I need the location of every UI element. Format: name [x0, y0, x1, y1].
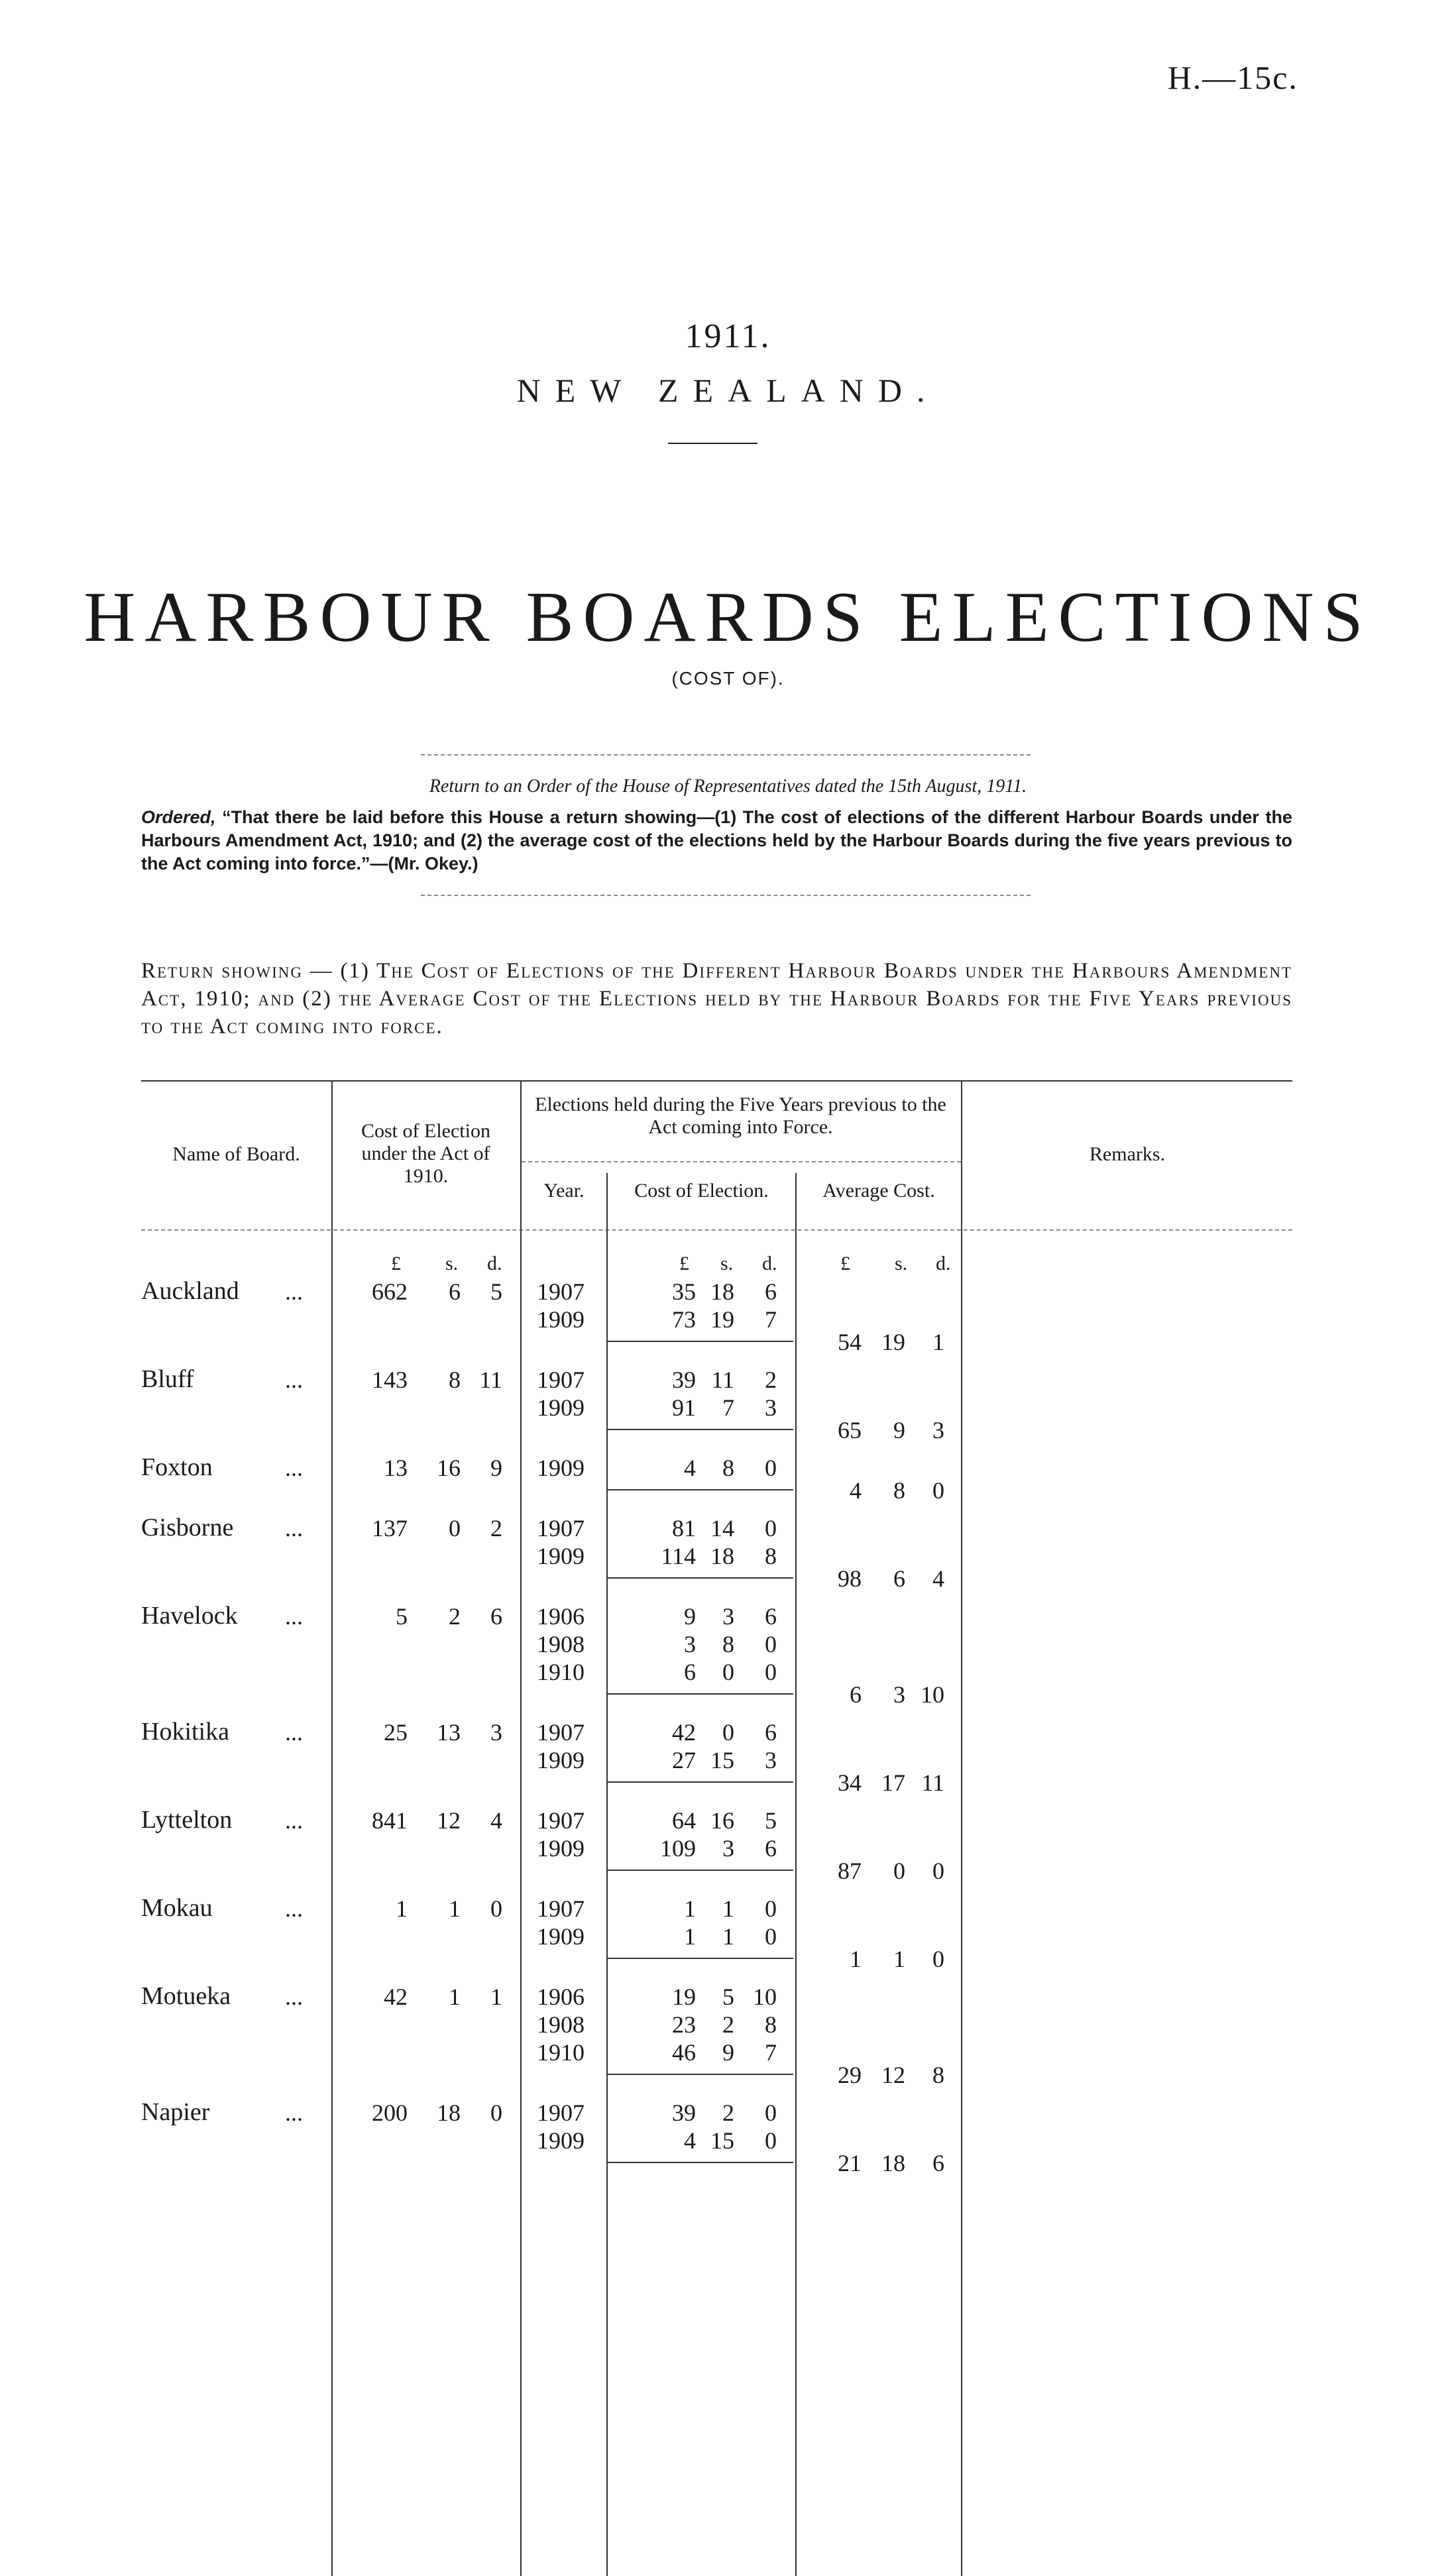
election-cost-value: 1 — [722, 1923, 734, 1950]
average-cost-value: 6 — [850, 1681, 862, 1708]
election-cost-value: 35 — [672, 1278, 696, 1305]
leader-dots: ... — [285, 1278, 303, 1305]
election-cost-value: 46 — [672, 2039, 696, 2066]
board-name: Napier — [141, 2098, 210, 2126]
five-years-subheader-rule — [522, 1161, 961, 1162]
election-year: 1907 — [537, 1515, 585, 1541]
cost-1910-value: 1 — [449, 1984, 461, 2010]
cost-1910-value: 841 — [372, 1807, 408, 1834]
election-year: 1906 — [537, 1603, 585, 1630]
average-cost-value: 29 — [838, 2062, 862, 2088]
col-divider-average — [961, 1082, 962, 2576]
average-cost-value: 10 — [921, 1681, 944, 1708]
board-name: Gisborne — [141, 1514, 234, 1541]
leader-dots: ... — [285, 1603, 303, 1630]
average-cost-value: 6 — [893, 1565, 905, 1592]
leader-dots: ... — [285, 1455, 303, 1481]
election-cost-value: 6 — [765, 1835, 777, 1862]
cost-1910-value: 1 — [449, 1895, 461, 1922]
unit-pence: d. — [936, 1253, 951, 1274]
election-cost-value: 0 — [765, 2127, 777, 2154]
cost-1910-value: 13 — [437, 1719, 461, 1746]
average-cost-value: 19 — [881, 1329, 905, 1355]
election-cost-value: 4 — [684, 1455, 696, 1481]
election-cost-value: 18 — [710, 1278, 734, 1305]
leader-dots: ... — [285, 2100, 303, 2126]
election-cost-value: 91 — [672, 1394, 696, 1421]
election-cost-value: 27 — [672, 1747, 696, 1773]
election-year: 1907 — [537, 1807, 585, 1834]
average-cost-value: 34 — [838, 1769, 862, 1796]
election-cost-value: 2 — [722, 2011, 734, 2038]
election-cost-value: 23 — [672, 2011, 696, 2038]
election-year: 1909 — [537, 1835, 585, 1862]
board-name: Auckland — [141, 1277, 239, 1305]
election-cost-value: 0 — [765, 1923, 777, 1950]
col-divider-year — [606, 1173, 608, 2576]
election-year: 1908 — [537, 1631, 585, 1657]
average-cost-value: 8 — [932, 2062, 944, 2088]
board-name: Bluff — [141, 1365, 194, 1393]
table-header-rule — [141, 1229, 1292, 1231]
election-cost-value: 9 — [684, 1603, 696, 1630]
election-year: 1908 — [537, 2011, 585, 2038]
col-divider-cost — [795, 1173, 797, 2576]
average-cost-value: 65 — [838, 1417, 862, 1443]
leader-dots: ... — [285, 1719, 303, 1746]
header-five-years: Elections held during the Five Years previous to the Act coming into Force. — [535, 1093, 946, 1138]
average-cost-value: 3 — [932, 1417, 944, 1443]
table-top-rule — [141, 1080, 1292, 1082]
cost-1910-value: 0 — [449, 1515, 461, 1541]
election-cost-value: 1 — [684, 1923, 696, 1950]
election-cost-value: 8 — [765, 2011, 777, 2038]
cost-1910-value: 5 — [490, 1278, 502, 1305]
election-cost-value: 8 — [722, 1455, 734, 1481]
group-total-rule — [608, 2074, 793, 2075]
cost-1910-value: 662 — [372, 1278, 408, 1305]
cost-1910-value: 200 — [372, 2100, 408, 2126]
election-year: 1909 — [537, 1306, 585, 1333]
election-cost-value: 15 — [710, 1747, 734, 1773]
average-cost-value: 98 — [838, 1565, 862, 1592]
cost-1910-value: 6 — [449, 1278, 461, 1305]
group-total-rule — [608, 1958, 793, 1959]
cost-1910-value: 16 — [437, 1455, 461, 1481]
election-cost-value: 6 — [765, 1603, 777, 1630]
average-cost-value: 8 — [893, 1477, 905, 1504]
cost-1910-value: 0 — [490, 1895, 502, 1922]
election-cost-value: 4 — [684, 2127, 696, 2154]
cost-1910-value: 4 — [490, 1807, 502, 1834]
cost-1910-value: 3 — [490, 1719, 502, 1746]
order-divider-bottom — [421, 895, 1031, 896]
return-heading: Return showing — (1) The Cost of Elections of the Different Harbour Boards under the Harbours Amendment Act, 1910; and (2) the Average Cost of the Elections held by the Harbour Boards for the Five Years previous to the Act coming into force. — [141, 959, 1292, 1038]
board-name: Motueka — [141, 1982, 231, 2010]
election-cost-value: 0 — [722, 1719, 734, 1746]
unit-shillings: s. — [895, 1253, 908, 1274]
election-cost-value: 0 — [765, 1455, 777, 1481]
election-cost-value: 6 — [765, 1719, 777, 1746]
cost-1910-value: 143 — [372, 1367, 408, 1393]
election-year: 1909 — [537, 1394, 585, 1421]
average-cost-value: 87 — [838, 1858, 862, 1884]
election-year: 1907 — [537, 1367, 585, 1393]
masthead-divider — [668, 443, 757, 444]
unit-shillings: s. — [445, 1253, 459, 1274]
average-cost-value: 4 — [850, 1477, 862, 1504]
cost-1910-value: 1 — [396, 1895, 408, 1922]
election-cost-value: 3 — [765, 1394, 777, 1421]
election-cost-value: 0 — [765, 1515, 777, 1541]
average-cost-value: 0 — [932, 1477, 944, 1504]
election-cost-value: 81 — [672, 1515, 696, 1541]
board-name: Foxton — [141, 1453, 213, 1481]
average-cost-value: 1 — [893, 1946, 905, 1972]
election-cost-value: 7 — [765, 2039, 777, 2066]
unit-shillings: s. — [720, 1253, 734, 1274]
election-cost-value: 1 — [684, 1895, 696, 1922]
board-name: Lyttelton — [141, 1806, 233, 1834]
election-cost-value: 73 — [672, 1306, 696, 1333]
election-cost-value: 64 — [672, 1807, 696, 1834]
document-serial: H.—15c. — [1167, 59, 1298, 96]
election-cost-value: 16 — [710, 1807, 734, 1834]
election-cost-value: 0 — [722, 1659, 734, 1685]
cost-1910-value: 2 — [449, 1603, 461, 1630]
average-cost-value: 9 — [893, 1417, 905, 1443]
average-cost-value: 17 — [881, 1769, 905, 1796]
election-cost-value: 39 — [672, 1367, 696, 1393]
header-average-cost: Average Cost. — [822, 1180, 935, 1202]
cost-1910-value: 13 — [384, 1455, 408, 1481]
average-cost-value: 12 — [881, 2062, 905, 2088]
leader-dots: ... — [285, 1367, 303, 1393]
cost-1910-value: 12 — [437, 1807, 461, 1834]
election-year: 1910 — [537, 1659, 585, 1685]
header-remarks: Remarks. — [1089, 1143, 1166, 1165]
election-cost-value: 114 — [661, 1543, 696, 1569]
cost-1910-value: 25 — [384, 1719, 408, 1746]
leader-dots: ... — [285, 1984, 303, 2010]
election-cost-value: 14 — [710, 1515, 734, 1541]
average-cost-value: 0 — [932, 1946, 944, 1972]
election-year: 1909 — [537, 1455, 585, 1481]
group-total-rule — [608, 1489, 793, 1490]
election-cost-value: 2 — [765, 1367, 777, 1393]
average-cost-value: 4 — [932, 1565, 944, 1592]
election-cost-value: 9 — [722, 2039, 734, 2066]
average-cost-value: 1 — [932, 1329, 944, 1355]
group-total-rule — [608, 1693, 793, 1695]
election-cost-value: 6 — [765, 1278, 777, 1305]
average-cost-value: 21 — [838, 2150, 862, 2176]
cost-1910-value: 8 — [449, 1367, 461, 1393]
order-label: Ordered, — [141, 807, 216, 827]
election-year: 1907 — [537, 1278, 585, 1305]
election-year: 1909 — [537, 1747, 585, 1773]
election-cost-value: 7 — [765, 1306, 777, 1333]
average-cost-value: 6 — [932, 2150, 944, 2176]
election-year: 1907 — [537, 1895, 585, 1922]
cost-1910-value: 2 — [490, 1515, 502, 1541]
order-divider-top — [421, 754, 1031, 756]
unit-pounds: £ — [391, 1253, 401, 1274]
average-cost-value: 18 — [881, 2150, 905, 2176]
election-cost-value: 18 — [710, 1543, 734, 1569]
cost-1910-value: 1 — [490, 1984, 502, 2010]
col-divider-name — [331, 1082, 333, 2576]
board-name: Hokitika — [141, 1718, 229, 1746]
election-cost-value: 3 — [722, 1835, 734, 1862]
election-cost-value: 6 — [684, 1659, 696, 1685]
header-cost-of-election: Cost of Election. — [634, 1180, 769, 1202]
cost-1910-value: 137 — [372, 1515, 408, 1541]
election-cost-value: 5 — [765, 1807, 777, 1834]
header-year: Year. — [543, 1180, 585, 1202]
election-cost-value: 19 — [672, 1984, 696, 2010]
order-body: “That there be laid before this House a return showing—(1) The cost of elections of the different Harbour Boards under the Harbours Amendment Act, 1910; and (2) the average cost of the elections held by the Harbour Boards during the five years previous to the Act coming into force.”—(Mr. Okey.) — [141, 807, 1292, 873]
election-year: 1907 — [537, 2100, 585, 2126]
group-total-rule — [608, 1577, 793, 1579]
election-year: 1907 — [537, 1719, 585, 1746]
header-name-of-board: Name of Board. — [172, 1143, 300, 1165]
unit-pence: d. — [487, 1253, 502, 1274]
election-year: 1910 — [537, 2039, 585, 2066]
cost-1910-value: 5 — [396, 1603, 408, 1630]
group-total-rule — [608, 1341, 793, 1342]
header-cost-1910: Cost of Election under the Act of 1910. — [361, 1120, 490, 1187]
order-caption: Return to an Order of the House of Representatives dated the 15th August, 1911. — [429, 776, 1027, 797]
unit-pounds: £ — [679, 1253, 689, 1274]
election-cost-value: 11 — [711, 1367, 734, 1393]
unit-pounds: £ — [840, 1253, 850, 1274]
election-cost-value: 0 — [765, 1631, 777, 1657]
election-cost-value: 1 — [722, 1895, 734, 1922]
election-cost-value: 0 — [765, 1659, 777, 1685]
board-name: Havelock — [141, 1602, 238, 1630]
election-cost-value: 15 — [710, 2127, 734, 2154]
cost-1910-value: 18 — [437, 2100, 461, 2126]
document-title: HARBOUR BOARDS ELECTIONS — [84, 578, 1372, 657]
cost-1910-value: 9 — [490, 1455, 502, 1481]
election-cost-value: 3 — [684, 1631, 696, 1657]
election-year: 1909 — [537, 2127, 585, 2154]
cost-1910-value: 11 — [479, 1367, 502, 1393]
leader-dots: ... — [285, 1895, 303, 1922]
cost-1910-value: 6 — [490, 1603, 502, 1630]
document-year: 1911. — [685, 317, 771, 355]
election-cost-value: 19 — [710, 1306, 734, 1333]
group-total-rule — [608, 1781, 793, 1783]
cost-1910-value: 42 — [384, 1984, 408, 2010]
average-cost-value: 54 — [838, 1329, 862, 1355]
election-cost-value: 5 — [722, 1984, 734, 2010]
election-cost-value: 7 — [722, 1394, 734, 1421]
country-name: NEW ZEALAND. — [516, 372, 940, 409]
average-cost-value: 1 — [850, 1946, 862, 1972]
leader-dots: ... — [285, 1515, 303, 1541]
election-cost-value: 0 — [765, 1895, 777, 1922]
election-cost-value: 8 — [765, 1543, 777, 1569]
average-cost-value: 0 — [893, 1858, 905, 1884]
election-cost-value: 2 — [722, 2100, 734, 2126]
election-year: 1906 — [537, 1984, 585, 2010]
election-year: 1909 — [537, 1923, 585, 1950]
election-cost-value: 8 — [722, 1631, 734, 1657]
document-subtitle: (COST OF). — [671, 668, 785, 689]
election-cost-value: 3 — [765, 1747, 777, 1773]
election-cost-value: 39 — [672, 2100, 696, 2126]
average-cost-value: 11 — [921, 1769, 944, 1796]
average-cost-value: 3 — [893, 1681, 905, 1708]
order-text — [141, 806, 1292, 875]
election-cost-value: 42 — [672, 1719, 696, 1746]
group-total-rule — [608, 2162, 793, 2163]
average-cost-value: 0 — [932, 1858, 944, 1884]
cost-1910-value: 0 — [490, 2100, 502, 2126]
leader-dots: ... — [285, 1807, 303, 1834]
unit-pence: d. — [762, 1253, 777, 1274]
election-year: 1909 — [537, 1543, 585, 1569]
election-cost-value: 109 — [660, 1835, 696, 1862]
election-cost-value: 3 — [722, 1603, 734, 1630]
election-cost-value: 0 — [765, 2100, 777, 2126]
group-total-rule — [608, 1429, 793, 1430]
election-cost-value: 10 — [753, 1984, 777, 2010]
col-divider-cost-1910 — [520, 1082, 522, 2576]
board-name: Mokau — [141, 1894, 213, 1922]
group-total-rule — [608, 1870, 793, 1871]
